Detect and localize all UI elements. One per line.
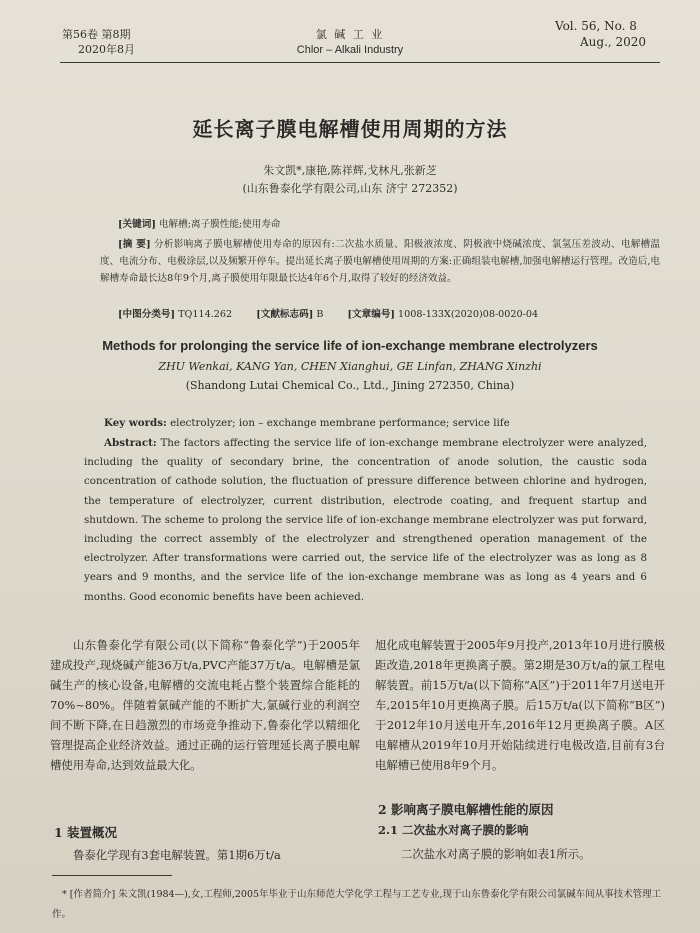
abstract-en: The factors affecting the service life of ion-exchange membrane electrolyzer were analyzed, including the quality of secondary brine, the concentration of anode solution, the caustic soda concentration of cathode solution, the fluctuation of pressure difference between chlorine and hydrogen, the temperature of electrolyzer, current distribution, electrode coating, and frequent startup and shutdown. The scheme to prolong the service life of ion-exchange membrane electrolyzer was put forward, including the correct assembly of the electrolyzer and strengthened operation management of the electrolyzer. After transformations were carried out, the service life of the electrolyzer was as long as 8 years and 9 months, and the service life of the ion-exchange membrane was as long as 4 years and 6 months. Good economic benefits have been achieved. <box>84 437 647 603</box>
intro-paragraph: 山东鲁泰化学有限公司(以下简称“鲁泰化学”)于2005年建成投产,现烧碱产能36万t/a,PVC产能37万t/a。电解槽是氯碱生产的核心设备,电解槽的交流电耗占整个装置综合能耗的70%~80%。伴随着氯碱产能的不断扩大,氯碱行业的利润空间不断下降,在日趋激烈的市场竞争推动下,鲁泰化学以精细化管理提高企业经济效益。通过正确的运行管理延长离子膜电解槽使用寿命,达到效益最大化。 <box>50 638 360 772</box>
abstract-label-en: Abstract: <box>104 437 157 449</box>
header-date-en: Aug., 2020 <box>580 35 647 49</box>
footnote-label: * [作者简介] <box>62 889 116 900</box>
doc-code-value: B <box>316 309 324 320</box>
keywords-en-line <box>104 414 660 433</box>
article-title-cn: 延长离子膜电解槽使用周期的方法 <box>192 117 508 141</box>
abstract-label-cn: [摘 要] <box>118 239 151 250</box>
affiliation-cn: (山东鲁泰化学有限公司,山东 济宁 272352) <box>242 182 458 195</box>
section-2-heading: 2 影响离子膜电解槽性能的原因 <box>378 802 554 817</box>
footnote-text: 朱文凯(1984—),女,工程师,2005年毕业于山东师范大学化学工程与工艺专业,现于山东鲁泰化学有限公司氯碱车间从事技术管理工作。 <box>52 889 662 920</box>
header-rule <box>60 62 660 63</box>
header-volume-cn: 第56卷 第8期 <box>62 28 131 41</box>
article-number-value: 1008-133X(2020)08-0020-04 <box>398 309 539 320</box>
section-2-1-text: 二次盐水对离子膜的影响如表1所示。 <box>401 847 591 861</box>
article-title-en: Methods for prolonging the service life of ion-exchange membrane electrolyzers <box>102 338 598 353</box>
header-volume-en: Vol. 56, No. 8 <box>555 19 637 33</box>
abstract-cn: 分析影响离子膜电解槽使用寿命的原因有:二次盐水质量、阳极液浓度、阴极液中烧碱浓度、氯氢压差波动、电解槽温度、电流分布、电极涂层,以及频繁开停车。提出延长离子膜电解槽使用周期的方案:正确组装电解槽,加强电解槽运行管理。改造后,电解槽寿命最长达8年9个月,离子膜使用年限最长达4年6个月,取得了较好的经济效益。 <box>100 239 661 284</box>
footnote-rule <box>52 875 172 876</box>
header-journal-en: Chlor – Alkali Industry <box>296 44 404 56</box>
doc-code-label: [文献标志码] <box>256 309 314 320</box>
abstract-cn-block <box>100 236 660 287</box>
section-2-1-heading: 2.1 二次盐水对离子膜的影响 <box>378 823 529 837</box>
clc-label: [中图分类号] <box>118 309 176 320</box>
article-number-label: [文章编号] <box>347 309 395 320</box>
header-date-cn: 2020年8月 <box>78 43 135 56</box>
abstract-en-block <box>84 434 647 607</box>
clc-value: TQ114.262 <box>178 309 233 320</box>
header-journal-cn: 氯 碱 工 业 <box>315 28 385 41</box>
authors-en: ZHU Wenkai, KANG Yan, CHEN Xianghui, GE Linfan, ZHANG Xinzhi <box>158 360 542 373</box>
authors-cn: 朱文凯*,康艳,陈祥辉,戈林凡,张新芝 <box>263 164 437 177</box>
section-1-heading: 1 装置概况 <box>54 825 118 840</box>
keywords-cn-line <box>118 216 658 233</box>
right-column-paragraph: 旭化成电解装置于2005年9月投产,2013年10月进行膜极距改造,2018年更换离子膜。第2期是30万t/a的氯工程电解装置。前15万t/a(以下简称“A区”)于2011年7月送电开车,2015年10月更换离子膜。后15万t/a(以下简称“B区”)于2012年10月送电开车,2016年12月更换离子膜。A区电解槽从2019年10月开始陆续进行电极改造,目前有3台电解槽已使用8年9个月。 <box>375 638 665 772</box>
footnote <box>52 885 677 925</box>
classification-line <box>118 306 658 323</box>
section-1-text: 鲁泰化学现有3套电解装置。第1期6万t/a <box>73 848 281 862</box>
keywords-en: electrolyzer; ion – exchange membrane performance; service life <box>170 417 510 429</box>
affiliation-en: (Shandong Lutai Chemical Co., Ltd., Jining 272350, China) <box>185 379 515 392</box>
keywords-label-en: Key words: <box>104 417 167 429</box>
keywords-cn: 电解槽;离子膜性能;使用寿命 <box>158 219 281 230</box>
keywords-label-cn: [关键词] <box>118 219 156 230</box>
